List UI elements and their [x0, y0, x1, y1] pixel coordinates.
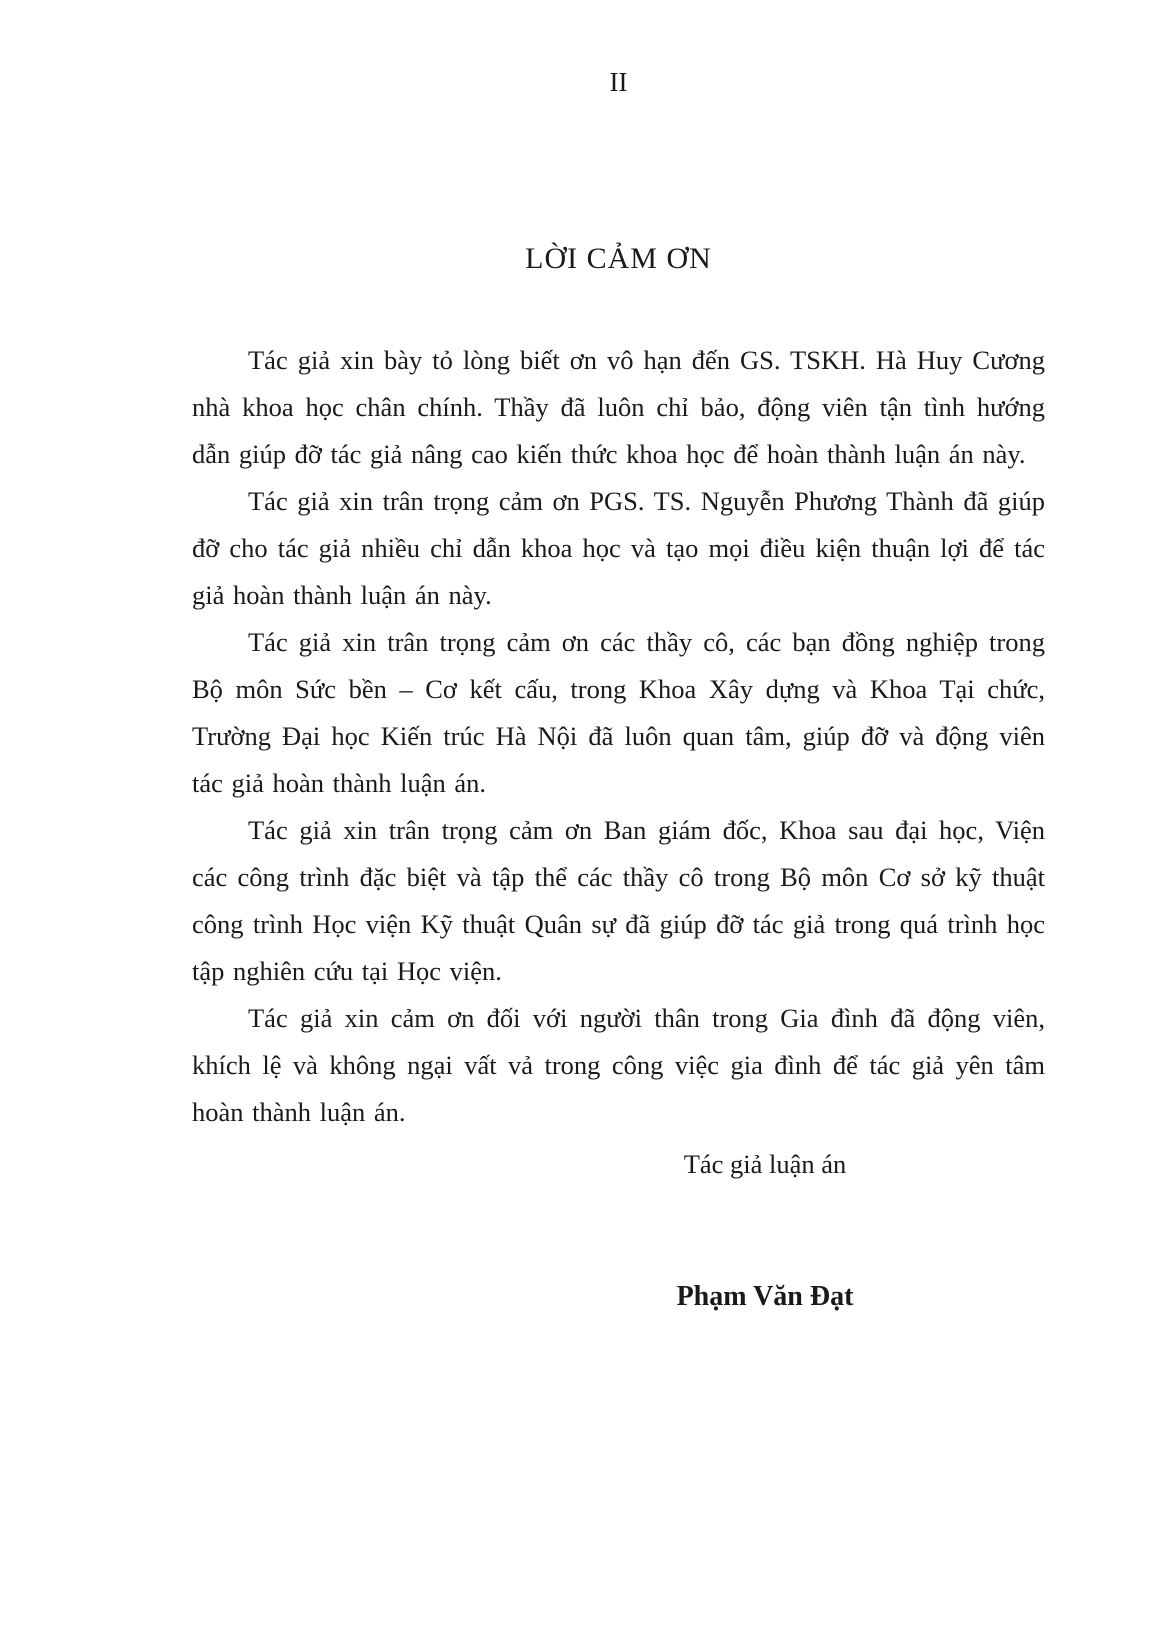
signature-name: Phạm Văn Đạt — [676, 1281, 854, 1312]
paragraph: Tác giả xin trân trọng cảm ơn các thầy cô, các bạn đồng nghiệp trong Bộ môn Sức bền – Cơ kết cấu, trong Khoa Xây dựng và Khoa Tại chức, Trường Đại học Kiến trúc Hà Nội đã luôn quan tâm, giúp đỡ và động viên tác giả hoàn thành luận án. — [192, 627, 1045, 798]
signature-role: Tác giả luận án — [683, 1149, 847, 1179]
page-number: II — [609, 67, 628, 97]
page-title: LỜI CẢM ƠN — [525, 242, 712, 275]
paragraph: Tác giả xin bày tỏ lòng biết ơn vô hạn đến GS. TSKH. Hà Huy Cương nhà khoa học chân chính. Thầy đã luôn chỉ bảo, động viên tận tình hướng dẫn giúp đỡ tác giả nâng cao kiến thức khoa học để hoàn thành luận án này. — [192, 345, 1045, 469]
signature-block — [590, 1141, 940, 1314]
paragraph: Tác giả xin trân trọng cảm ơn PGS. TS. Nguyễn Phương Thành đã giúp đỡ cho tác giả nhiều chỉ dẫn khoa học và tạo mọi điều kiện thuận lợi để tác giả hoàn thành luận án này. — [192, 486, 1045, 610]
paragraph: Tác giả xin cảm ơn đối với người thân trong Gia đình đã động viên, khích lệ và không ngại vất vả trong công việc gia đình để tác giả yên tâm hoàn thành luận án. — [192, 1003, 1045, 1127]
paragraph: Tác giả xin trân trọng cảm ơn Ban giám đốc, Khoa sau đại học, Viện các công trình đặc biệt và tập thể các thầy cô trong Bộ môn Cơ sở kỹ thuật công trình Học viện Kỹ thuật Quân sự đã giúp đỡ tác giả trong quá trình học tập nghiên cứu tại Học viện. — [192, 815, 1045, 986]
acknowledgment-body — [192, 337, 1045, 1136]
